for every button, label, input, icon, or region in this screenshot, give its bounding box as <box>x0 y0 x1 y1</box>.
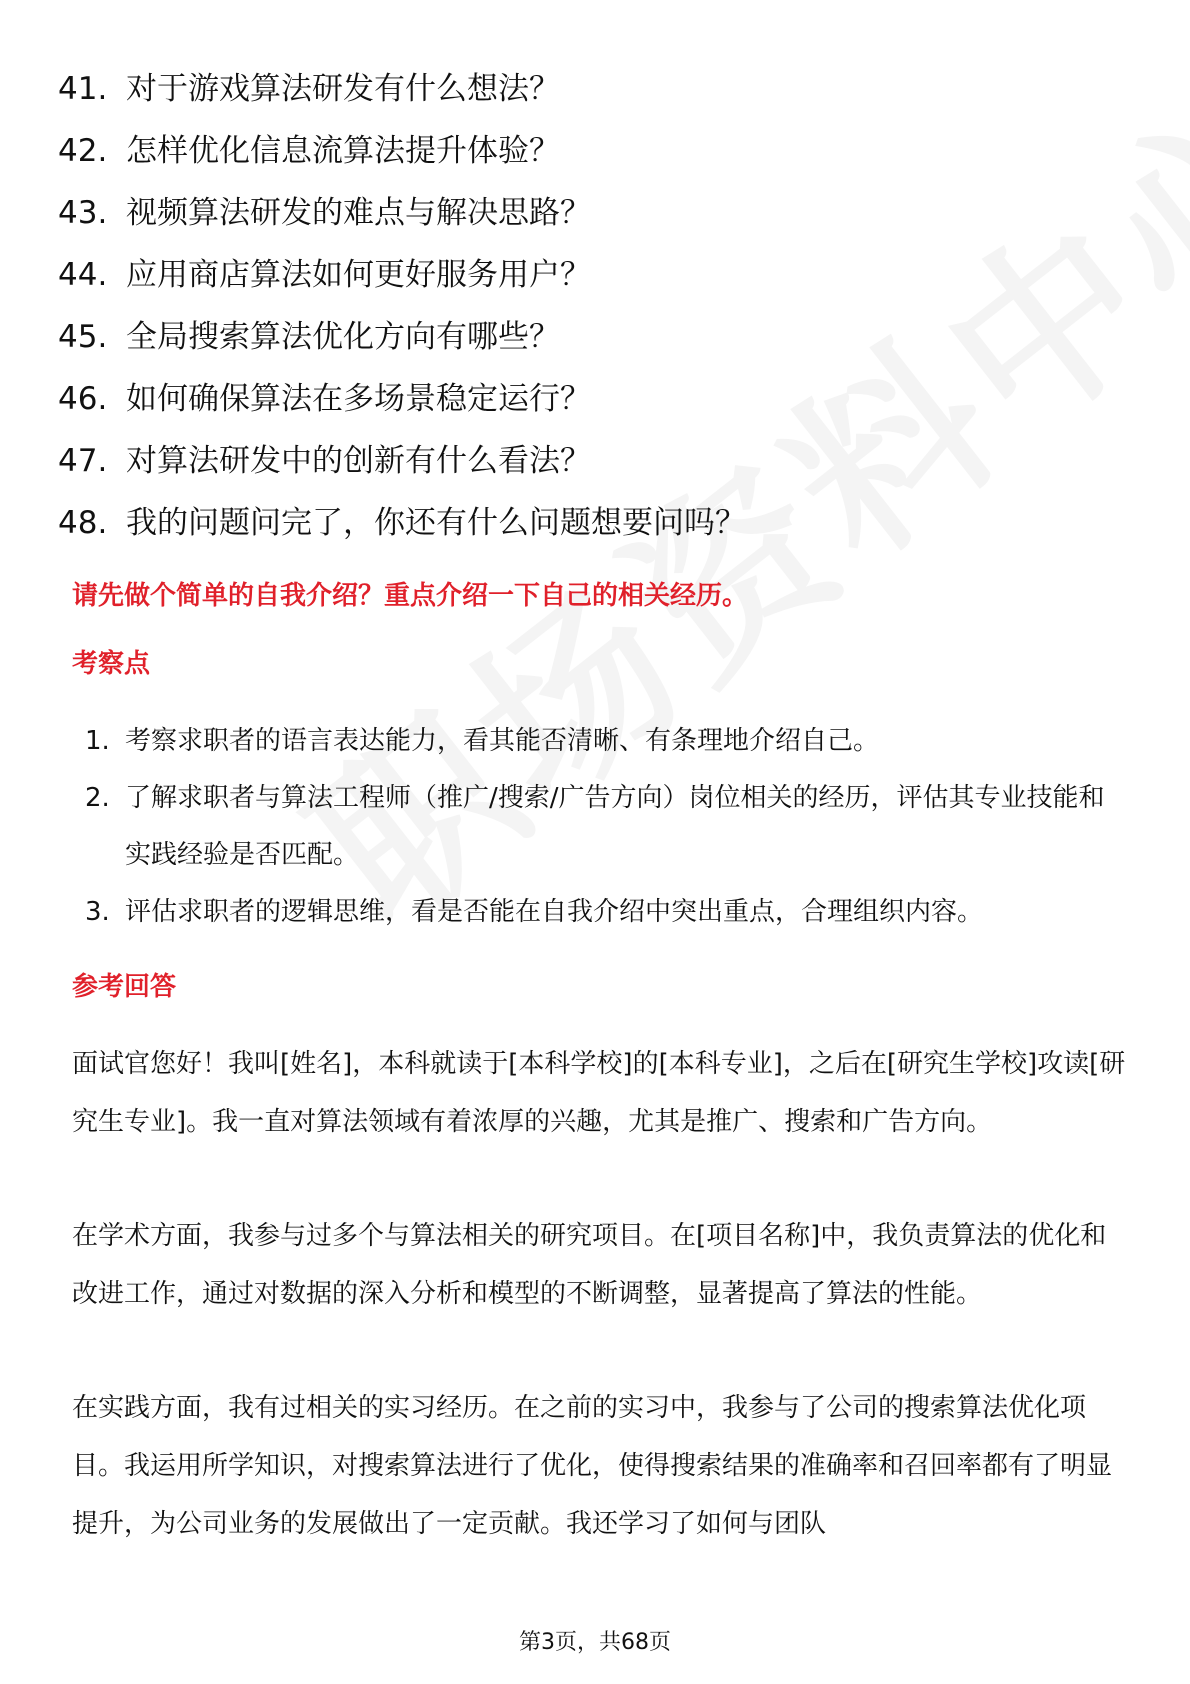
question-item <box>58 131 1128 193</box>
question-number: 44. <box>58 257 108 293</box>
question-text: 我的问题问完了，你还有什么问题想要问吗？ <box>126 505 746 541</box>
answer-body <box>72 1035 1127 1609</box>
answer-paragraph: 面试官您好！我叫[姓名]，本科就读于[本科学校]的[本科专业]，之后在[研究生学校]攻读[研究生专业]。我一直对算法领域有着浓厚的兴趣，尤其是推广、搜索和广告方向。 <box>72 1049 1126 1137</box>
question-number: 45. <box>58 319 108 355</box>
question-number: 46. <box>58 381 108 417</box>
question-text: 视频算法研发的难点与解决思路？ <box>126 195 591 231</box>
question-number: 42. <box>58 133 108 169</box>
exam-point-number: 2. <box>85 783 110 813</box>
question-item <box>58 255 1128 317</box>
question-text: 如何确保算法在多场景稳定运行？ <box>126 381 591 417</box>
question-item <box>58 441 1128 503</box>
exam-point-text: 了解求职者与算法工程师（推广/搜索/广告方向）岗位相关的经历，评估其专业技能和实践经验是否匹配。 <box>125 783 1105 870</box>
exam-point-text: 考察求职者的语言表达能力，看其能否清晰、有条理地介绍自己。 <box>125 726 880 756</box>
question-item <box>58 193 1128 255</box>
interview-question-title: 请先做个简单的自我介绍？重点介绍一下自己的相关经历。 <box>72 581 749 611</box>
answer-paragraph: 在实践方面，我有过相关的实习经历。在之前的实习中，我参与了公司的搜索算法优化项目。我运用所学知识，对搜索算法进行了优化，使得搜索结果的准确率和召回率都有了明显提升，为公司业务的发展做出了一定贡献。我还学习了如何与团队 <box>72 1393 1113 1539</box>
exam-point-item <box>85 884 1130 941</box>
question-item <box>58 69 1128 131</box>
question-item <box>58 503 1128 565</box>
exam-point-number: 1. <box>85 726 110 756</box>
page-number: 第3页，共68页 <box>519 1630 671 1655</box>
question-number: 43. <box>58 195 108 231</box>
question-number: 41. <box>58 71 108 107</box>
question-text: 怎样优化信息流算法提升体验？ <box>126 133 560 169</box>
question-item <box>58 379 1128 441</box>
question-number: 47. <box>58 443 108 479</box>
exam-points-heading: 考察点 <box>72 649 151 679</box>
question-text: 全局搜索算法优化方向有哪些？ <box>126 319 560 355</box>
exam-point-text: 评估求职者的逻辑思维，看是否能在自我介绍中突出重点，合理组织内容。 <box>125 897 984 927</box>
question-text: 对于游戏算法研发有什么想法？ <box>126 71 560 107</box>
exam-point-item <box>85 770 1130 884</box>
exam-point-number: 3. <box>85 897 110 927</box>
question-text: 应用商店算法如何更好服务用户？ <box>126 257 591 293</box>
question-text: 对算法研发中的创新有什么看法？ <box>126 443 591 479</box>
question-number: 48. <box>58 505 108 541</box>
question-list <box>58 69 1128 565</box>
exam-points-list <box>85 713 1130 941</box>
question-item <box>58 317 1128 379</box>
exam-point-item <box>85 713 1130 770</box>
answer-heading: 参考回答 <box>72 972 177 1002</box>
answer-paragraph: 在学术方面，我参与过多个与算法相关的研究项目。在[项目名称]中，我负责算法的优化和改进工作，通过对数据的深入分析和模型的不断调整，显著提高了算法的性能。 <box>72 1221 1107 1309</box>
